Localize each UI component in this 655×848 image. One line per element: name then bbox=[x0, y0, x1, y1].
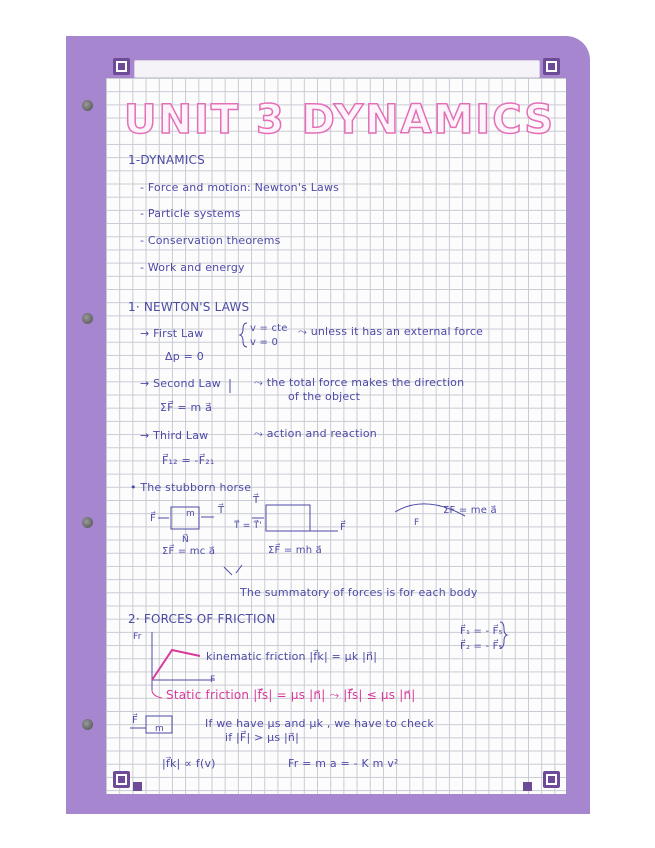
note: of the object bbox=[288, 390, 361, 403]
bend-arrow bbox=[224, 567, 232, 575]
section-heading: 1· NEWTON'S LAWS bbox=[128, 300, 250, 314]
note: If we have μs and μk , we have to check bbox=[205, 717, 434, 730]
friction-kinematic: kinematic friction |f⃗k| = μk |n⃗| bbox=[206, 650, 378, 663]
friction-curve bbox=[152, 650, 200, 680]
mass-label: m bbox=[155, 724, 164, 734]
force-label: T⃗ bbox=[218, 505, 225, 516]
equation: Δp = 0 bbox=[165, 350, 204, 363]
equation: F⃗₂ = - F⃗₅ bbox=[460, 641, 503, 652]
equation: ΣF⃗ = mh a⃗ bbox=[268, 545, 322, 556]
curve-arrow bbox=[395, 504, 465, 516]
section-heading: 2· FORCES OF FRICTION bbox=[128, 612, 276, 626]
force-label: N⃗ bbox=[182, 535, 189, 545]
condition: v = 0 bbox=[250, 337, 279, 348]
bend-arrow bbox=[236, 565, 242, 573]
block-box bbox=[146, 716, 172, 733]
mass-label: m bbox=[186, 509, 195, 519]
equation: ΣF⃗ = m a⃗ bbox=[160, 401, 213, 414]
note: if |F⃗| > μs |n⃗| bbox=[225, 731, 299, 744]
equation: F⃗₁ = - F⃗₅ bbox=[460, 626, 503, 637]
equation: F⃗₁₂ = -F⃗₂₁ bbox=[162, 454, 215, 467]
force-label: F bbox=[414, 518, 420, 528]
law-label: → Third Law bbox=[140, 429, 209, 442]
subsection-heading: • The stubborn horse bbox=[130, 481, 252, 494]
note: ⤳ action and reaction bbox=[254, 427, 377, 440]
law-label: → First Law bbox=[140, 327, 204, 340]
note: ⤳ unless it has an external force bbox=[298, 325, 484, 338]
list-item: - Conservation theorems bbox=[140, 234, 281, 247]
list-item: - Work and energy bbox=[140, 261, 245, 274]
equation: ΣF = me a⃗ bbox=[443, 505, 497, 516]
list-item: - Particle systems bbox=[140, 207, 241, 220]
axis-label: F bbox=[210, 675, 216, 685]
condition: v = cte bbox=[250, 323, 288, 334]
equation: T⃗ = T⃗' bbox=[234, 521, 262, 531]
equation: |f⃗k| ∝ f(v) bbox=[162, 757, 216, 770]
note: The summatory of forces is for each body bbox=[240, 586, 478, 599]
force-label: F⃗ bbox=[150, 513, 156, 524]
axis-label: Fr bbox=[133, 632, 142, 642]
note: ⤳ the total force makes the direction bbox=[254, 376, 465, 389]
list-item: - Force and motion: Newton's Laws bbox=[140, 181, 340, 194]
law-label: → Second Law bbox=[140, 377, 221, 390]
page-title: UNIT 3 DYNAMICS bbox=[124, 97, 556, 143]
cart-box bbox=[171, 507, 199, 529]
equation: ΣF⃗ = mc a⃗ bbox=[162, 546, 216, 557]
equation: Fr = m a = - K m v² bbox=[288, 757, 399, 770]
section-heading: 1-DYNAMICS bbox=[128, 153, 205, 167]
brace-icon bbox=[240, 323, 247, 347]
brace-icon bbox=[500, 622, 507, 648]
horse-box bbox=[266, 505, 310, 531]
friction-static: Static friction |f⃗s| = μs |n⃗| ⤳ |f⃗s| ≤ μs |n⃗| bbox=[166, 688, 416, 702]
force-label: F⃗ bbox=[340, 522, 346, 533]
force-label: T⃗ bbox=[253, 495, 260, 506]
force-label: F⃗ bbox=[132, 715, 138, 726]
pointer-line bbox=[152, 690, 162, 698]
